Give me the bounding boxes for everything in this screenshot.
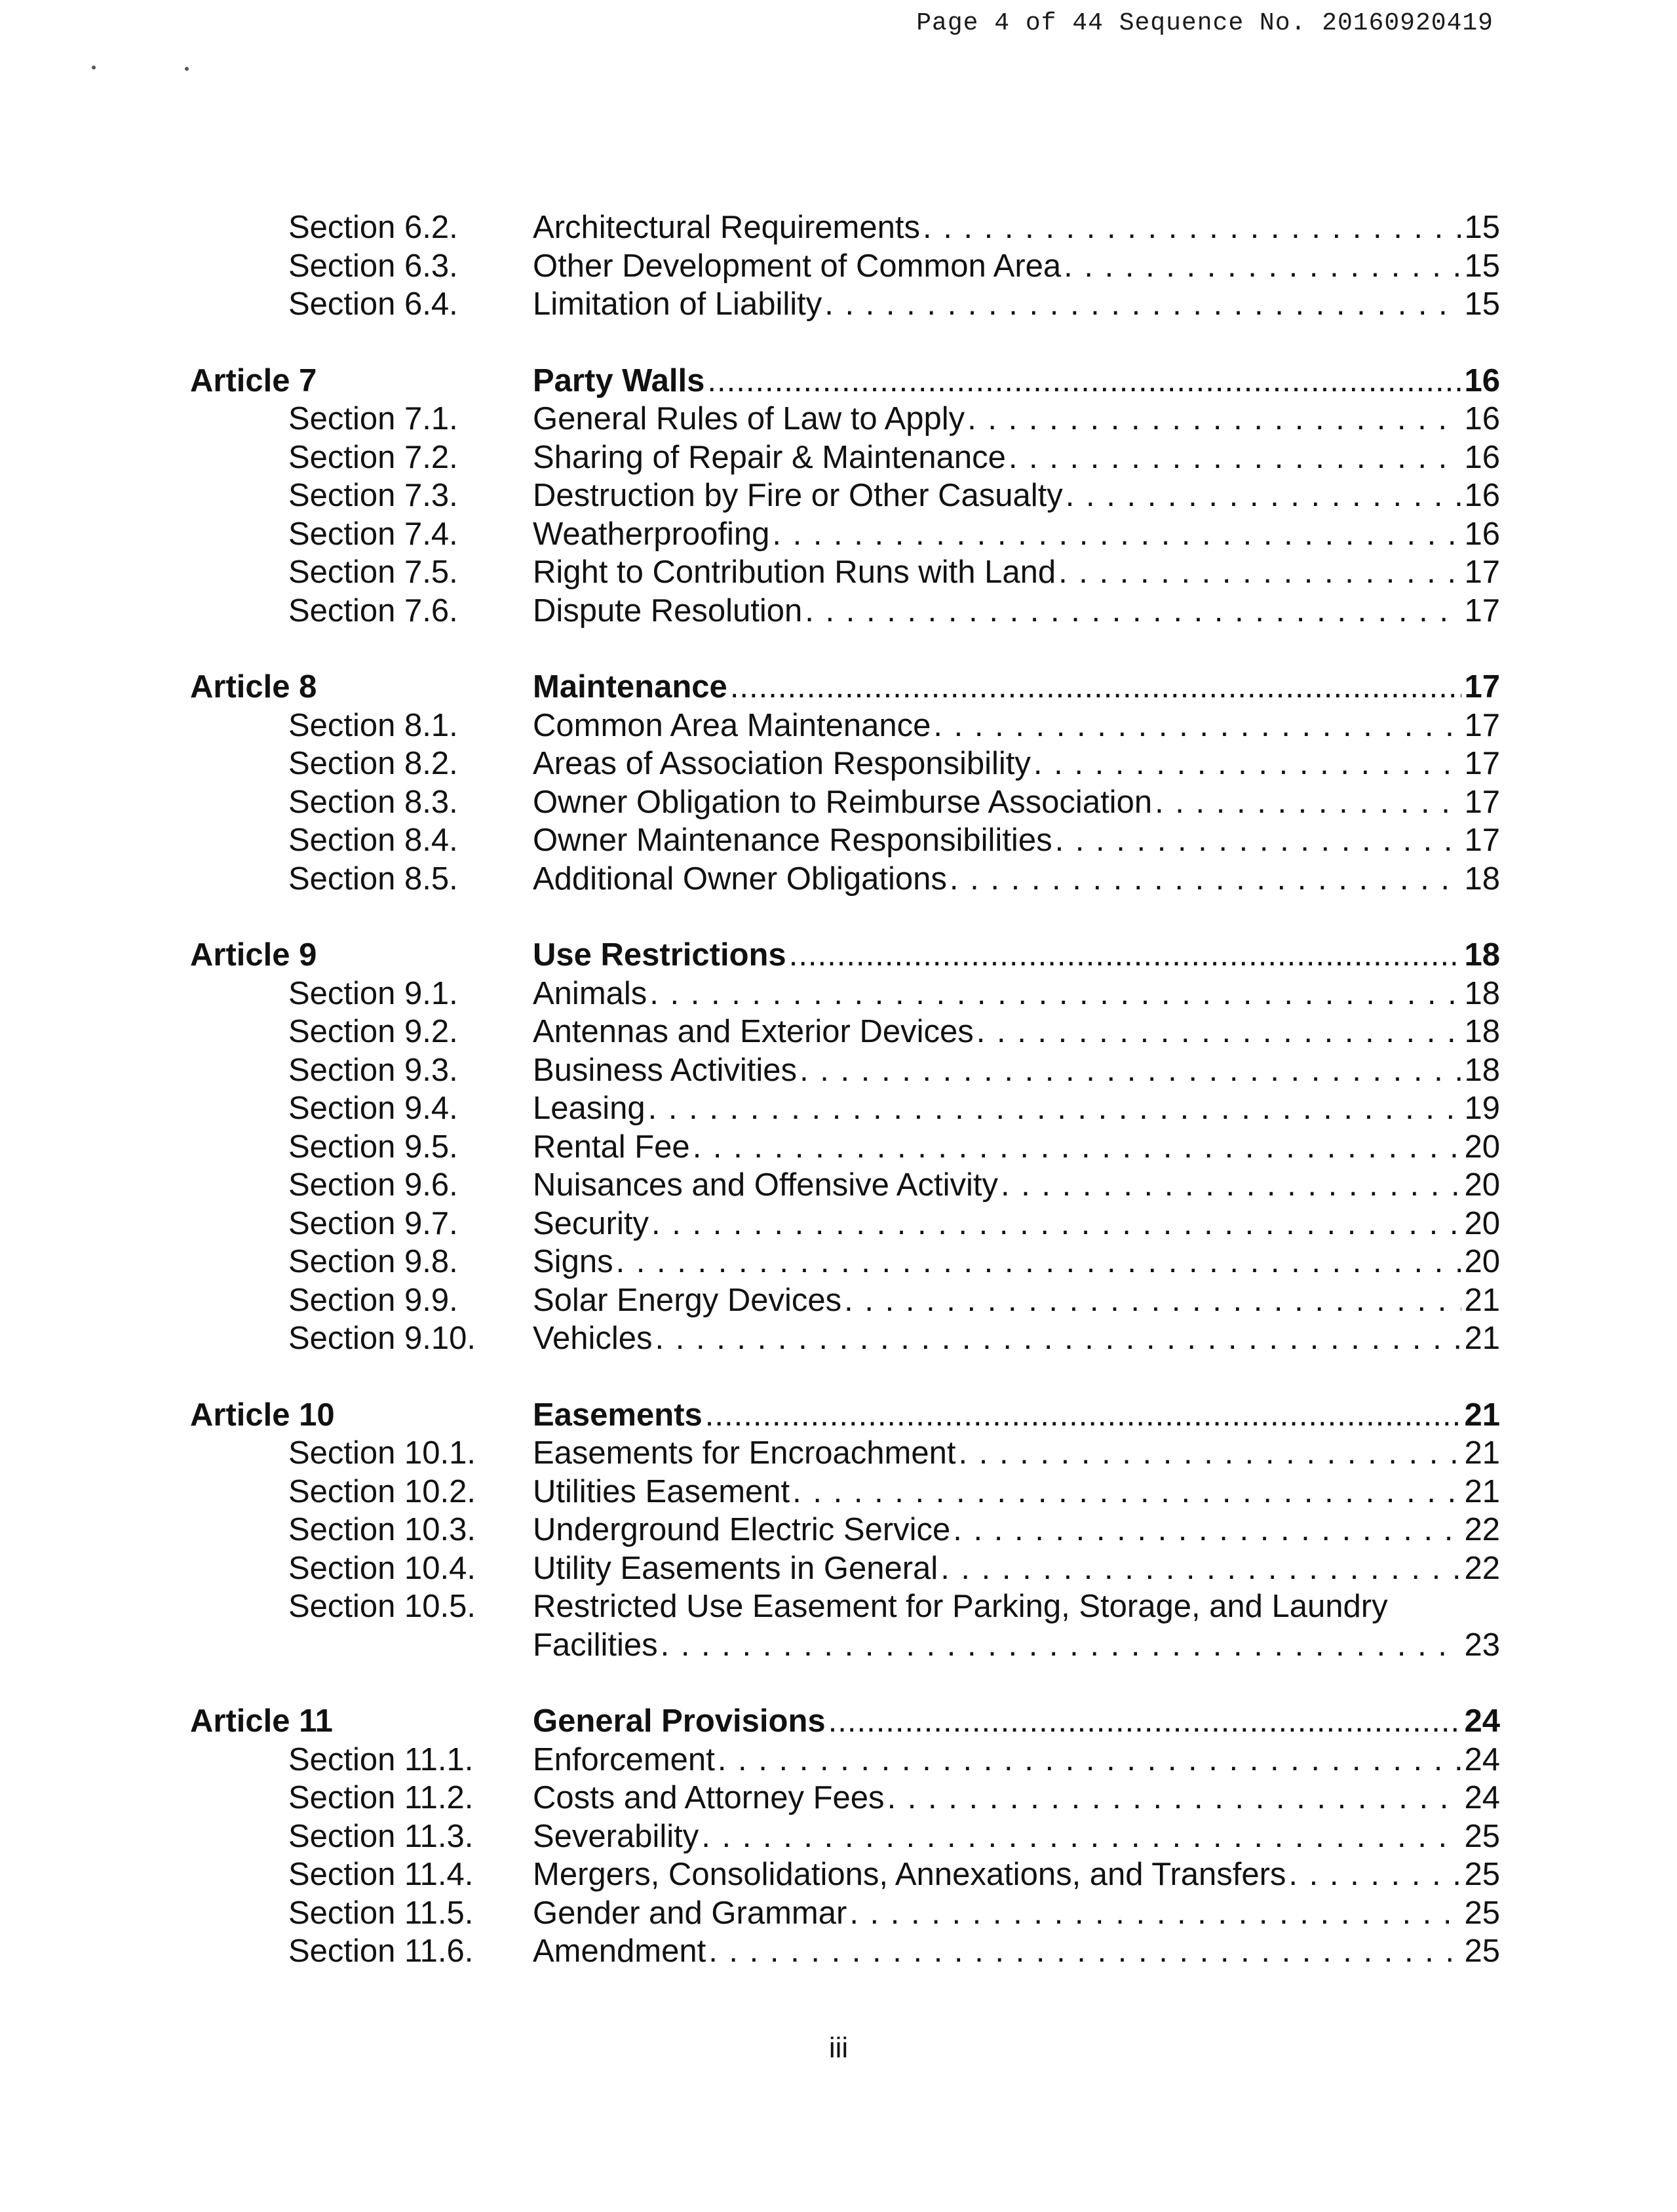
section-title: Security — [533, 1205, 651, 1243]
page-number: 16 — [1464, 362, 1500, 398]
section-number: Section 8.3. — [288, 784, 458, 820]
dot-leader — [707, 362, 1461, 400]
dot-leader — [828, 1702, 1462, 1741]
toc-group-article-11 — [0, 1702, 1677, 1971]
toc-group-article-10 — [0, 1396, 1677, 1665]
dot-leader — [1033, 745, 1462, 783]
section-number: Section 11.6. — [288, 1933, 474, 1969]
section-number: Section 9.5. — [288, 1129, 458, 1165]
dot-leader — [1009, 438, 1462, 477]
dot-leader — [976, 1013, 1462, 1051]
toc-row[interactable] — [0, 1741, 1677, 1779]
dot-leader — [1001, 1166, 1462, 1205]
dot-leader — [648, 1089, 1462, 1128]
section-number: Section 10.3. — [288, 1512, 476, 1547]
page-number: 17 — [1464, 669, 1500, 705]
page-header: Page 4 of 44 Sequence No. 20160920419 — [916, 9, 1494, 37]
section-title: Mergers, Consolidations, Annexations, and Transfers — [533, 1855, 1288, 1894]
scan-speck — [92, 66, 96, 69]
section-title: Amendment — [533, 1932, 708, 1971]
page-number: 23 — [1464, 1627, 1500, 1663]
page-number: 25 — [1464, 1933, 1500, 1969]
section-title: Antennas and Exterior Devices — [533, 1013, 976, 1051]
toc-row[interactable] — [0, 1587, 1677, 1664]
section-number: Section 11.4. — [288, 1857, 474, 1892]
dot-leader — [953, 1511, 1461, 1549]
article-number: Article 10 — [190, 1397, 335, 1433]
page-number: 20 — [1464, 1167, 1500, 1203]
toc-row[interactable] — [0, 400, 1677, 438]
page-number: 15 — [1464, 286, 1500, 322]
page-number: 15 — [1464, 248, 1500, 284]
toc-row[interactable] — [0, 553, 1677, 592]
dot-leader — [1055, 821, 1462, 860]
dot-leader — [792, 1473, 1461, 1511]
section-number: Section 8.1. — [288, 707, 458, 743]
section-title: Rental Fee — [533, 1128, 693, 1167]
toc-row[interactable] — [0, 1549, 1677, 1588]
page-number: 18 — [1464, 861, 1500, 897]
section-title: Vehicles — [533, 1319, 655, 1358]
page-number: 22 — [1464, 1550, 1500, 1586]
page-number: 25 — [1464, 1818, 1500, 1854]
dot-leader — [789, 936, 1462, 975]
toc-row[interactable] — [0, 745, 1677, 783]
toc-row[interactable] — [0, 476, 1677, 515]
toc-row[interactable] — [0, 247, 1677, 286]
toc-group-article-8 — [0, 668, 1677, 898]
toc-article-row[interactable] — [0, 1702, 1677, 1741]
page-number: 16 — [1464, 439, 1500, 475]
section-title-line1: Restricted Use Easement for Parking, Storage, and Laundry — [533, 1589, 1388, 1624]
page-number: 17 — [1464, 592, 1500, 629]
page-number: 19 — [1464, 1091, 1500, 1126]
footer-page-number: iii — [828, 2032, 849, 2064]
section-title: Sharing of Repair & Maintenance — [533, 438, 1009, 477]
section-title: Owner Maintenance Responsibilities — [533, 821, 1055, 860]
section-title: Easements for Encroachment — [533, 1434, 958, 1473]
toc-row[interactable] — [0, 208, 1677, 247]
section-number: Section 9.10. — [288, 1321, 476, 1356]
section-number: Section 8.2. — [288, 746, 458, 781]
page-number: 17 — [1464, 823, 1500, 858]
toc-row[interactable] — [0, 1281, 1677, 1320]
section-number: Section 8.4. — [288, 823, 458, 858]
section-number: Section 11.2. — [288, 1780, 474, 1815]
page-number: 24 — [1464, 1703, 1500, 1739]
article-number: Article 8 — [190, 669, 317, 705]
section-title: Destruction by Fire or Other Casualty — [533, 476, 1066, 515]
section-title: Costs and Attorney Fees — [533, 1779, 887, 1817]
table-of-contents — [0, 208, 1677, 2009]
section-number: Section 10.4. — [288, 1550, 476, 1586]
page-number: 15 — [1464, 210, 1500, 245]
section-number: Section 11.3. — [288, 1818, 474, 1854]
dot-leader — [730, 668, 1462, 707]
toc-row[interactable] — [0, 1932, 1677, 1971]
section-number: Section 6.4. — [288, 286, 458, 322]
page-number: 21 — [1464, 1435, 1500, 1471]
toc-article-row[interactable] — [0, 362, 1677, 400]
toc-row[interactable] — [0, 1434, 1677, 1473]
toc-row[interactable] — [0, 1128, 1677, 1167]
page-number: 17 — [1464, 784, 1500, 820]
section-number: Section 9.1. — [288, 975, 458, 1011]
toc-row[interactable] — [0, 1511, 1677, 1549]
section-title: Business Activities — [533, 1051, 800, 1090]
dot-leader — [1155, 783, 1461, 822]
toc-row[interactable] — [0, 1855, 1677, 1894]
page-number: 16 — [1464, 401, 1500, 437]
toc-row[interactable] — [0, 1166, 1677, 1205]
toc-row[interactable] — [0, 783, 1677, 822]
section-number: Section 9.2. — [288, 1014, 458, 1049]
page-number: 21 — [1464, 1473, 1500, 1509]
section-number: Section 7.4. — [288, 516, 458, 552]
article-title: Easements — [533, 1396, 705, 1435]
toc-row[interactable] — [0, 515, 1677, 554]
dot-leader — [661, 1626, 1462, 1665]
section-number: Section 6.2. — [288, 210, 458, 245]
dot-leader — [958, 1434, 1461, 1473]
toc-row[interactable] — [0, 1013, 1677, 1051]
section-title: Animals — [533, 975, 649, 1013]
page-number: 18 — [1464, 975, 1500, 1011]
dot-leader — [1058, 553, 1461, 592]
section-number: Section 9.4. — [288, 1091, 458, 1126]
page-number: 25 — [1464, 1895, 1500, 1931]
section-number: Section 11.5. — [288, 1895, 474, 1931]
page-number: 20 — [1464, 1205, 1500, 1241]
toc-row[interactable] — [0, 1205, 1677, 1243]
section-title: Common Area Maintenance — [533, 707, 933, 745]
section-number: Section 9.3. — [288, 1052, 458, 1088]
dot-leader — [844, 1281, 1461, 1320]
article-title: General Provisions — [533, 1702, 828, 1741]
section-title: Limitation of Liability — [533, 285, 824, 324]
section-title: Dispute Resolution — [533, 592, 805, 631]
dot-leader — [923, 208, 1462, 247]
toc-row[interactable] — [0, 438, 1677, 477]
section-number: Section 6.3. — [288, 248, 458, 284]
section-number: Section 9.6. — [288, 1167, 458, 1203]
section-number: Section 9.8. — [288, 1244, 458, 1279]
toc-row[interactable] — [0, 1319, 1677, 1358]
section-title: General Rules of Law to Apply — [533, 400, 967, 438]
dot-leader — [701, 1817, 1461, 1856]
page-number: 16 — [1464, 516, 1500, 552]
dot-leader — [950, 860, 1462, 899]
dot-leader — [718, 1741, 1462, 1779]
dot-leader — [940, 1549, 1461, 1588]
section-title: Weatherproofing — [533, 515, 772, 554]
toc-row[interactable] — [0, 1894, 1677, 1933]
section-number: Section 7.3. — [288, 478, 458, 513]
dot-leader — [849, 1894, 1461, 1933]
page-number: 21 — [1464, 1282, 1500, 1318]
page-number: 22 — [1464, 1512, 1500, 1547]
toc-article-row[interactable] — [0, 936, 1677, 975]
scan-speck — [185, 67, 189, 71]
section-title: Owner Obligation to Reimburse Association — [533, 783, 1155, 822]
dot-leader — [693, 1128, 1462, 1167]
dot-leader — [655, 1319, 1462, 1358]
page-number: 24 — [1464, 1780, 1500, 1815]
article-number: Article 9 — [190, 937, 317, 973]
page-number: 21 — [1464, 1321, 1500, 1356]
section-title: Solar Energy Devices — [533, 1281, 844, 1320]
toc-row[interactable] — [0, 1817, 1677, 1856]
toc-row[interactable] — [0, 860, 1677, 899]
toc-row[interactable] — [0, 821, 1677, 860]
section-title: Enforcement — [533, 1741, 718, 1779]
dot-leader — [967, 400, 1461, 438]
page-number: 17 — [1464, 707, 1500, 743]
page-number: 25 — [1464, 1857, 1500, 1892]
toc-group-article-7 — [0, 362, 1677, 631]
toc-row[interactable] — [0, 1243, 1677, 1281]
page-number: 16 — [1464, 478, 1500, 513]
dot-leader — [933, 707, 1461, 745]
dot-leader — [1066, 476, 1462, 515]
section-number: Section 9.7. — [288, 1205, 458, 1241]
article-number: Article 11 — [190, 1703, 333, 1739]
section-number: Section 8.5. — [288, 861, 458, 897]
section-number: Section 7.2. — [288, 439, 458, 475]
toc-row[interactable] — [0, 975, 1677, 1013]
section-title: Additional Owner Obligations — [533, 860, 950, 899]
section-title: Utilities Easement — [533, 1473, 792, 1511]
section-title: Right to Contribution Runs with Land — [533, 553, 1058, 592]
section-title: Gender and Grammar — [533, 1894, 849, 1933]
section-number: Section 7.5. — [288, 554, 458, 590]
article-title: Maintenance — [533, 668, 730, 707]
section-title: Leasing — [533, 1089, 648, 1128]
dot-leader — [805, 592, 1461, 631]
section-title: Underground Electric Service — [533, 1511, 953, 1549]
section-title-line2: Facilities — [533, 1626, 661, 1665]
section-number: Section 7.1. — [288, 401, 458, 437]
dot-leader — [800, 1051, 1461, 1090]
page-number: 24 — [1464, 1741, 1500, 1777]
dot-leader — [616, 1243, 1462, 1281]
toc-row[interactable] — [0, 285, 1677, 324]
page-number: 18 — [1464, 1052, 1500, 1088]
dot-leader — [708, 1932, 1461, 1971]
dot-leader — [1064, 247, 1461, 286]
toc-row[interactable] — [0, 707, 1677, 745]
toc-row[interactable] — [0, 1473, 1677, 1511]
toc-row[interactable] — [0, 592, 1677, 631]
section-title: Other Development of Common Area — [533, 247, 1064, 286]
dot-leader — [651, 1205, 1461, 1243]
section-number: Section 10.2. — [288, 1473, 476, 1509]
section-title: Architectural Requirements — [533, 208, 923, 247]
toc-row[interactable] — [0, 1089, 1677, 1128]
section-title: Severability — [533, 1817, 701, 1856]
section-title: Nuisances and Offensive Activity — [533, 1166, 1001, 1205]
page-number: 21 — [1464, 1397, 1500, 1433]
toc-row[interactable] — [0, 1051, 1677, 1090]
dot-leader — [824, 285, 1461, 324]
dot-leader — [649, 975, 1461, 1013]
toc-article-row[interactable] — [0, 1396, 1677, 1435]
section-number: Section 9.9. — [288, 1282, 458, 1318]
toc-article-row[interactable] — [0, 668, 1677, 707]
dot-leader — [772, 515, 1461, 554]
section-number: Section 10.1. — [288, 1435, 476, 1471]
section-number: Section 10.5. — [288, 1589, 476, 1624]
page-number: 20 — [1464, 1244, 1500, 1279]
article-title: Use Restrictions — [533, 936, 789, 975]
toc-group-article-9 — [0, 936, 1677, 1358]
section-number: Section 7.6. — [288, 592, 458, 629]
article-title: Party Walls — [533, 362, 707, 400]
dot-leader — [1288, 1855, 1461, 1894]
section-title: Areas of Association Responsibility — [533, 745, 1033, 783]
page-number: 18 — [1464, 1014, 1500, 1049]
section-title: Signs — [533, 1243, 616, 1281]
page-number: 18 — [1464, 937, 1500, 973]
dot-leader — [887, 1779, 1462, 1817]
article-number: Article 7 — [190, 362, 317, 398]
section-number: Section 11.1. — [288, 1741, 474, 1777]
page-number: 17 — [1464, 554, 1500, 590]
toc-group-article-6-continued — [0, 208, 1677, 324]
dot-leader — [705, 1396, 1462, 1435]
toc-row[interactable] — [0, 1779, 1677, 1817]
page-number: 17 — [1464, 746, 1500, 781]
section-title: Utility Easements in General — [533, 1549, 940, 1588]
page-number: 20 — [1464, 1129, 1500, 1165]
